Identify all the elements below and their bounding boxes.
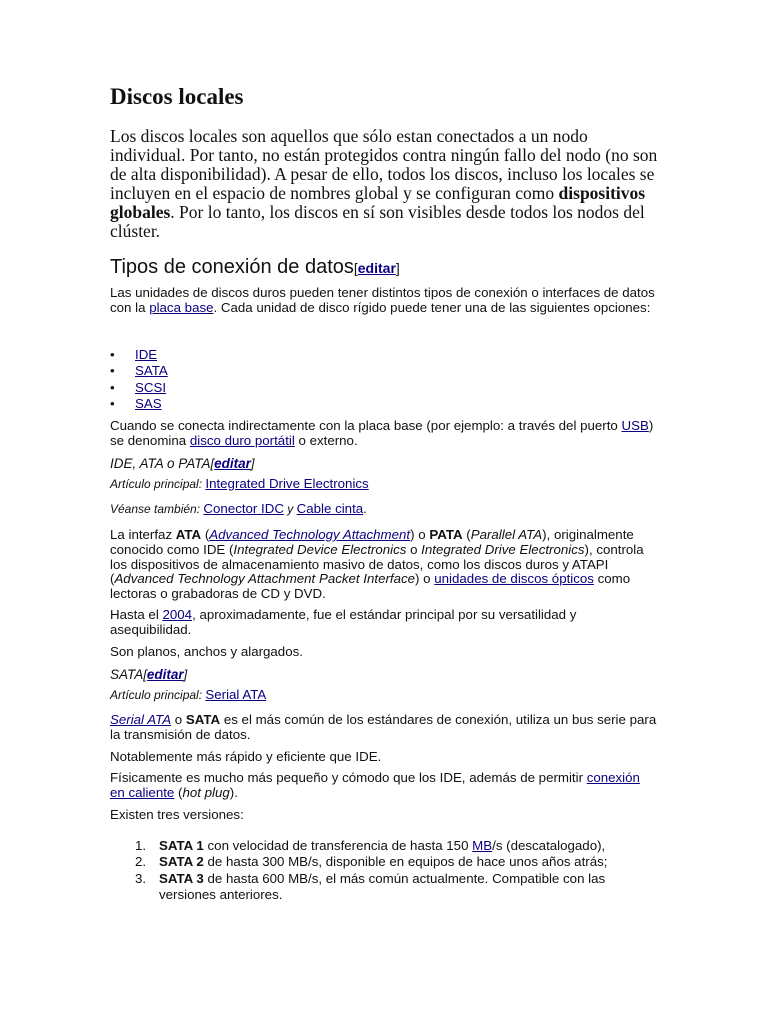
serial-ata-link[interactable]: Serial ATA [110, 712, 172, 727]
placa-base-link[interactable]: placa base [149, 299, 214, 315]
bold-text: SATA [185, 712, 221, 727]
ide-paragraph-1 [110, 528, 658, 602]
list-item [110, 396, 168, 412]
see-also-end: . [363, 501, 367, 516]
ide-main-article-link[interactable]: Integrated Drive Electronics [205, 476, 369, 491]
text: Hasta el [110, 607, 163, 622]
text: ( [201, 527, 210, 542]
bold-text: PATA [429, 527, 463, 542]
list-number: 3. [135, 870, 147, 886]
ide-main-article [110, 477, 658, 492]
edit-bracket-open: [ [210, 456, 215, 471]
year-2004-link[interactable]: 2004 [162, 607, 193, 622]
indirect-text-2: ) se denomina [110, 418, 654, 448]
text: ) o [415, 571, 435, 587]
text: ( [462, 527, 471, 542]
section-heading-text: Tipos de conexión de datos [110, 256, 354, 278]
list-item [110, 363, 168, 379]
ide-heading [110, 456, 255, 471]
italic-text: hot plug [182, 784, 230, 800]
intro-bold: dispositivos globales [110, 183, 646, 222]
usb-link[interactable]: USB [621, 418, 649, 433]
option-link-scsi[interactable]: SCSI [135, 379, 167, 395]
italic-text: Integrated Drive Electronics [421, 541, 585, 557]
bold-text: SATA 1 [159, 838, 204, 853]
ide-edit [211, 456, 255, 471]
sata-versions-list [135, 838, 655, 903]
ide-paragraph-3: Son planos, anchos y alargados. [110, 644, 303, 659]
sata-paragraph-2: Notablemente más rápido y eficiente que IDE. [110, 749, 382, 764]
text: con velocidad de transferencia de hasta 150 [203, 838, 473, 853]
sata-edit-link[interactable]: editar [146, 667, 184, 682]
types-intro-paragraph [110, 286, 658, 316]
types-intro-text-1: Las unidades de discos duros pueden tener distintos tipos de conexión o interfaces de datos con la [110, 285, 655, 315]
sata-main-article-link[interactable]: Serial ATA [205, 687, 267, 702]
bullet: • [110, 395, 115, 411]
portable-disk-link[interactable]: disco duro portátil [189, 432, 295, 448]
types-intro-text-2: . Cada unidad de disco rígido puede tener una de las siguientes opciones: [213, 299, 651, 315]
text: ( [174, 784, 183, 800]
edit-bracket-close: ] [395, 260, 400, 276]
ide-paragraph-2 [110, 608, 658, 638]
sata-main-article [110, 688, 658, 703]
text: /s (descatalogado), [492, 838, 606, 853]
page-title: Discos locales [110, 84, 244, 109]
text: La interfaz [110, 527, 176, 542]
option-link-ide[interactable]: IDE [135, 347, 158, 362]
intro-text-1: Los discos locales son aquellos que sólo estan conectados a un nodo individual. Por tanto, no están protegidos contra ningún fallo del nodo (no son de alta disponibilidad). A pesar de ello, todos los discos, incluso los locales se incluyen en el espacio de nombres global y se configuran como [110, 126, 658, 203]
ide-heading-text: IDE, ATA o PATA [110, 456, 211, 471]
text: ), controla los dispositivos de almacenamiento masivo de datos, como los discos duros y ATAPI ( [110, 541, 644, 587]
indirect-text-3: o externo. [294, 432, 358, 448]
ata-link[interactable]: Advanced Technology Attachment [209, 527, 411, 542]
text: ) o [410, 527, 430, 542]
list-item [110, 347, 168, 363]
option-link-sata[interactable]: SATA [135, 363, 168, 379]
text: de hasta 600 MB/s, el más común actualmente. Compatible con las versiones anteriores. [159, 870, 606, 902]
bold-text: SATA 2 [159, 854, 204, 870]
text: de hasta 300 MB/s, disponible en equipos de hace unos años atrás; [203, 854, 608, 870]
list-item [110, 380, 168, 396]
text: o [171, 712, 186, 727]
sata-paragraph-4: Existen tres versiones: [110, 807, 244, 822]
ide-see-also [110, 502, 658, 517]
bold-text: SATA 3 [159, 870, 204, 886]
ide-edit-link[interactable]: editar [214, 456, 251, 471]
main-article-label: Artículo principal: [110, 688, 206, 702]
text: ). [229, 784, 238, 800]
see-also-and: y [283, 502, 297, 516]
cable-cinta-link[interactable]: Cable cinta [296, 501, 364, 516]
optical-drives-link[interactable]: unidades de discos ópticos [434, 571, 594, 587]
mb-link[interactable]: MB [472, 838, 493, 853]
edit-bracket-open: [ [143, 667, 147, 682]
main-article-label: Artículo principal: [110, 477, 206, 491]
list-item [135, 871, 655, 904]
section-edit-link[interactable]: editar [357, 260, 396, 276]
text: , aproximadamente, fue el estándar principal por su versatilidad y asequibilidad. [110, 607, 577, 637]
indirect-paragraph [110, 419, 658, 449]
section-edit [354, 260, 400, 276]
italic-text: Integrated Device Electronics [233, 541, 407, 557]
list-item [135, 854, 655, 870]
text: o [406, 541, 422, 557]
edit-bracket-close: ] [183, 667, 188, 682]
bullet: • [110, 347, 115, 362]
option-link-sas[interactable]: SAS [135, 395, 162, 411]
indirect-text-1: Cuando se conecta indirectamente con la placa base (por ejemplo: a través del puerto [110, 418, 622, 433]
bullet: • [110, 379, 115, 395]
intro-paragraph [110, 127, 658, 241]
conector-idc-link[interactable]: Conector IDC [203, 501, 284, 516]
sata-paragraph-1 [110, 713, 658, 743]
bold-text: ATA [175, 527, 202, 542]
bullet: • [110, 363, 115, 379]
edit-bracket-open: [ [353, 260, 358, 276]
hot-plug-link[interactable]: conexión en caliente [110, 770, 640, 800]
text: Físicamente es mucho más pequeño y cómodo que los IDE, además de permitir [110, 770, 587, 785]
text: como lectoras o grabadoras de CD y DVD. [110, 571, 631, 602]
list-number: 1. [135, 838, 147, 853]
sata-heading [110, 667, 187, 682]
intro-text-2: . Por lo tanto, los discos en sí son visibles desde todos los nodos del clúster. [110, 202, 645, 241]
connection-options-list [110, 347, 168, 412]
sata-edit [143, 667, 187, 682]
text: es el más común de los estándares de conexión, utiliza un bus serie para la transmisión de datos. [110, 712, 657, 742]
sata-heading-text: SATA [110, 667, 144, 682]
list-number: 2. [135, 854, 147, 870]
text: ), originalmente conocido como IDE ( [110, 527, 634, 557]
list-item [135, 838, 655, 854]
section-heading [110, 256, 400, 279]
see-also-label: Véanse también: [110, 502, 204, 516]
edit-bracket-close: ] [250, 456, 255, 471]
italic-text: Advanced Technology Attachment Packet Interface [114, 571, 416, 587]
italic-text: Parallel ATA [470, 527, 543, 542]
sata-paragraph-3 [110, 771, 658, 801]
